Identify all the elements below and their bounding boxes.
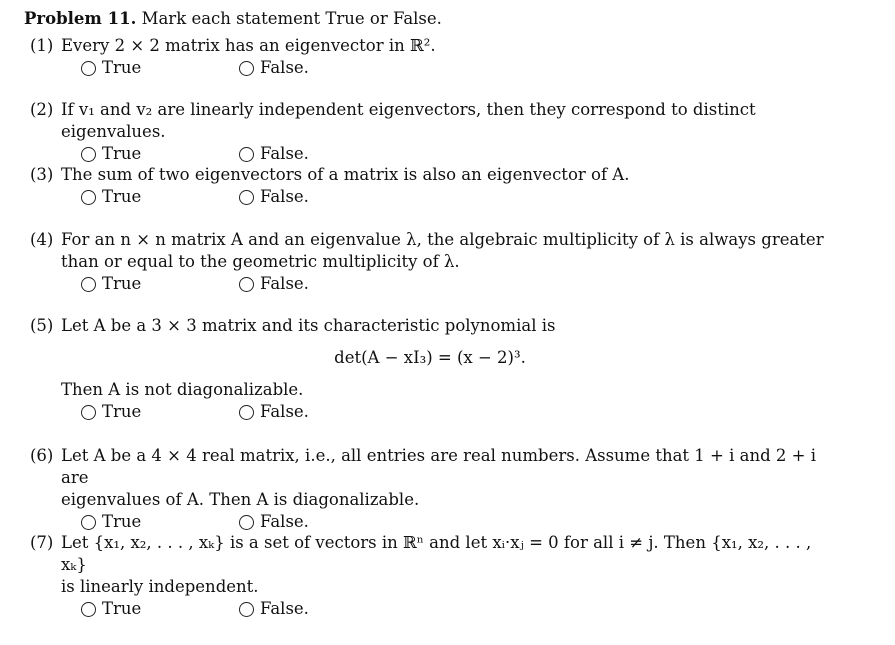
statement-text: Let A be a 3 × 3 matrix and its characteristic polynomial is [61, 316, 556, 335]
false-label: False. [260, 187, 309, 206]
false-label: False. [260, 144, 309, 163]
statement-2 [30, 99, 830, 165]
true-label: True [102, 512, 142, 531]
true-option[interactable] [81, 511, 141, 533]
statement-number: (5) [30, 316, 54, 335]
true-label: True [102, 274, 142, 293]
false-label: False. [260, 599, 309, 618]
true-option[interactable] [81, 186, 141, 208]
statement-number: (6) [30, 446, 54, 465]
answer-options [81, 598, 830, 620]
radio-button-icon[interactable] [81, 61, 96, 76]
statement-text-continued: than or equal to the geometric multiplicity of λ. [61, 252, 460, 271]
radio-button-icon[interactable] [239, 602, 254, 617]
statement-number: (1) [30, 36, 54, 55]
statement-number: (4) [30, 230, 54, 249]
true-option[interactable] [81, 273, 141, 295]
statement-text: The sum of two eigenvectors of a matrix is also an eigenvector of A. [61, 165, 630, 184]
true-option[interactable] [81, 401, 141, 423]
problem-instruction: Mark each statement True or False. [141, 9, 442, 28]
false-option[interactable] [239, 143, 309, 165]
statement-5 [30, 315, 830, 423]
radio-button-icon[interactable] [81, 190, 96, 205]
false-label: False. [260, 402, 309, 421]
answer-options [81, 186, 830, 208]
statement-number: (2) [30, 100, 54, 119]
radio-button-icon[interactable] [81, 147, 96, 162]
statement-text-continued: is linearly independent. [61, 577, 259, 596]
true-label: True [102, 402, 142, 421]
false-label: False. [260, 58, 309, 77]
radio-button-icon[interactable] [239, 190, 254, 205]
answer-options [81, 401, 830, 423]
false-option[interactable] [239, 511, 309, 533]
statement-text: Let A be a 4 × 4 real matrix, i.e., all entries are real numbers. Assume that 1 + i and 2 + i are [61, 446, 816, 487]
statement-3 [30, 164, 830, 208]
statement-6 [30, 445, 830, 533]
statement-text-continued: eigenvalues of A. Then A is diagonalizable. [61, 490, 420, 509]
radio-button-icon[interactable] [81, 405, 96, 420]
false-option[interactable] [239, 57, 309, 79]
answer-options [81, 143, 830, 165]
true-label: True [102, 58, 142, 77]
statement-number: (7) [30, 533, 54, 552]
statement-1 [30, 35, 830, 79]
statement-text: For an n × n matrix A and an eigenvalue λ, the algebraic multiplicity of λ is always greater [61, 230, 824, 249]
problem-container [24, 8, 884, 30]
answer-options [81, 273, 830, 295]
radio-button-icon[interactable] [239, 147, 254, 162]
radio-button-icon[interactable] [239, 515, 254, 530]
radio-button-icon[interactable] [81, 515, 96, 530]
radio-button-icon[interactable] [81, 602, 96, 617]
false-label: False. [260, 512, 309, 531]
radio-button-icon[interactable] [239, 277, 254, 292]
true-option[interactable] [81, 143, 141, 165]
answer-options [81, 511, 830, 533]
statement-text-continued: Then A is not diagonalizable. [61, 380, 304, 399]
statement-7 [30, 532, 830, 620]
false-option[interactable] [239, 401, 309, 423]
problem-heading [24, 8, 884, 30]
problem-label: Problem 11. [24, 9, 137, 28]
answer-options [81, 57, 830, 79]
false-option[interactable] [239, 273, 309, 295]
radio-button-icon[interactable] [81, 277, 96, 292]
false-option[interactable] [239, 598, 309, 620]
statement-text: Let {x₁, x₂, . . . , xₖ} is a set of vectors in ℝⁿ and let xᵢ·xⱼ = 0 for all i ≠ j. Then {x₁, x₂, . . . , xₖ} [61, 533, 812, 574]
false-option[interactable] [239, 186, 309, 208]
statement-text: Every 2 × 2 matrix has an eigenvector in ℝ². [61, 36, 436, 55]
radio-button-icon[interactable] [239, 405, 254, 420]
false-label: False. [260, 274, 309, 293]
true-option[interactable] [81, 57, 141, 79]
statement-text: If v₁ and v₂ are linearly independent eigenvectors, then they correspond to distinct eigenvalues. [61, 100, 756, 141]
statement-number: (3) [30, 165, 54, 184]
true-label: True [102, 187, 142, 206]
display-equation: det(A − xI₃) = (x − 2)³. [334, 348, 526, 367]
true-label: True [102, 144, 142, 163]
true-option[interactable] [81, 598, 141, 620]
radio-button-icon[interactable] [239, 61, 254, 76]
true-label: True [102, 599, 142, 618]
statement-4 [30, 229, 830, 295]
